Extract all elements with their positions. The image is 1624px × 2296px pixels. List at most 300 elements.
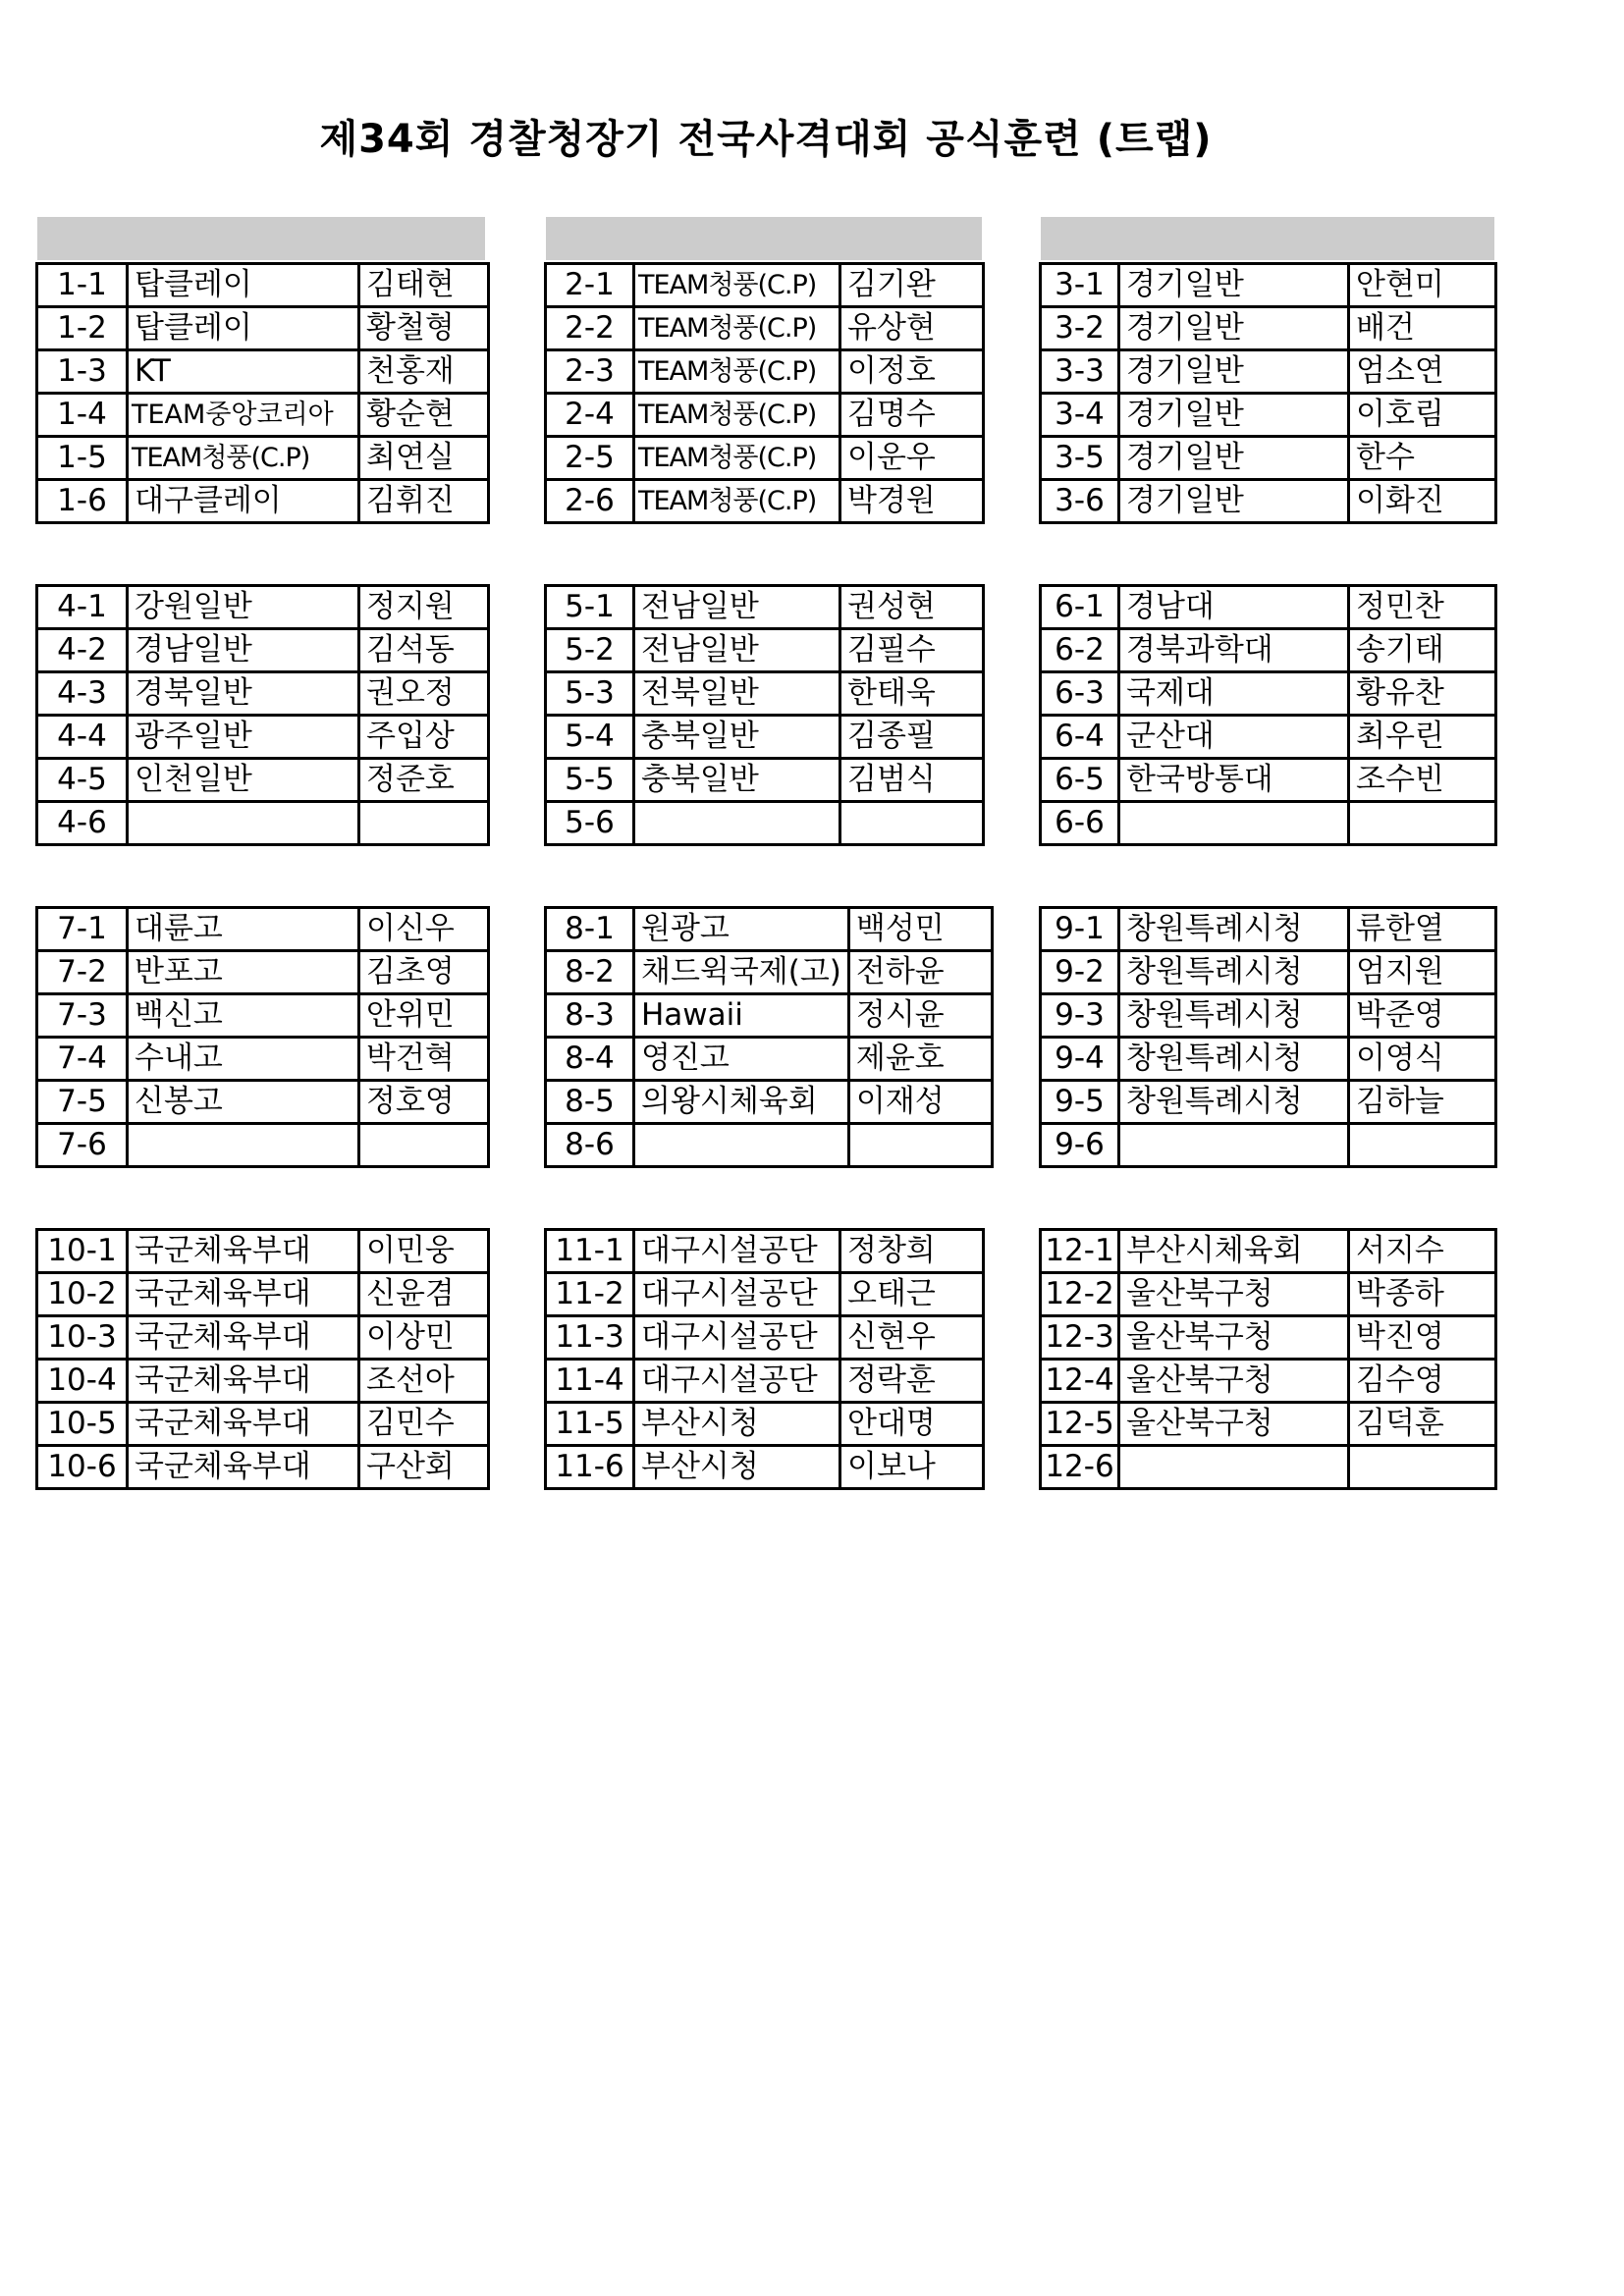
team-name: 원광고 [634, 908, 849, 951]
team-name: 울산북구청 [1119, 1360, 1349, 1403]
shooter-name: 안현미 [1349, 264, 1496, 307]
slot-number: 12-3 [1041, 1316, 1119, 1360]
team-name [1119, 1124, 1349, 1167]
team-name: 부산시청 [634, 1403, 840, 1446]
team-name: 부산시체육회 [1119, 1230, 1349, 1273]
table-row [37, 437, 489, 480]
slot-number: 2-6 [546, 480, 634, 523]
shooter-name [359, 1124, 489, 1167]
slot-number: 3-5 [1041, 437, 1119, 480]
table-row [37, 951, 489, 994]
team-name: 백신고 [128, 994, 359, 1038]
squad-group-9 [1039, 906, 1497, 1168]
team-name: 창원특례시청 [1119, 1038, 1349, 1081]
team-name: 전북일반 [634, 672, 840, 716]
slot-number: 4-5 [37, 759, 128, 802]
shooter-name: 유상현 [840, 307, 984, 350]
team-name: 탑클레이 [128, 307, 359, 350]
slot-number: 2-5 [546, 437, 634, 480]
slot-number: 5-6 [546, 802, 634, 845]
team-name: 영진고 [634, 1038, 849, 1081]
shooter-name: 김태현 [359, 264, 489, 307]
table-row [546, 307, 984, 350]
column-header-bar-3 [1041, 217, 1494, 260]
team-name: 대륜고 [128, 908, 359, 951]
shooter-name [848, 1124, 992, 1167]
table-row [37, 264, 489, 307]
shooter-name: 김휘진 [359, 480, 489, 523]
shooter-name: 이신우 [359, 908, 489, 951]
shooter-name: 김종필 [840, 716, 984, 759]
shooter-name: 이재성 [848, 1081, 992, 1124]
team-name: TEAM청풍(C.P) [634, 264, 840, 307]
shooter-name: 엄소연 [1349, 350, 1496, 394]
slot-number: 11-4 [546, 1360, 634, 1403]
slot-number: 4-2 [37, 629, 128, 672]
table-row [37, 716, 489, 759]
slot-number: 1-5 [37, 437, 128, 480]
team-name: 탑클레이 [128, 264, 359, 307]
table-row [1041, 394, 1496, 437]
shooter-name: 최연실 [359, 437, 489, 480]
team-name: 대구시설공단 [634, 1230, 840, 1273]
team-name: 대구시설공단 [634, 1273, 840, 1316]
shooter-name: 김명수 [840, 394, 984, 437]
team-name: 강원일반 [128, 586, 359, 629]
table-row [1041, 994, 1496, 1038]
squad-group-1 [35, 262, 490, 524]
table-row [1041, 629, 1496, 672]
team-name: 군산대 [1119, 716, 1349, 759]
table-row [546, 759, 984, 802]
shooter-name: 제윤호 [848, 1038, 992, 1081]
shooter-name: 류한열 [1349, 908, 1496, 951]
team-name: TEAM청풍(C.P) [634, 437, 840, 480]
shooter-name: 김덕훈 [1349, 1403, 1496, 1446]
team-name: 울산북구청 [1119, 1403, 1349, 1446]
shooter-name: 김범식 [840, 759, 984, 802]
team-name: 전남일반 [634, 629, 840, 672]
shooter-name: 조수빈 [1349, 759, 1496, 802]
shooter-name: 한수 [1349, 437, 1496, 480]
slot-number: 2-2 [546, 307, 634, 350]
table-row [37, 586, 489, 629]
shooter-name [359, 802, 489, 845]
slot-number: 10-2 [37, 1273, 128, 1316]
table-row [1041, 1038, 1496, 1081]
table-row [546, 1446, 984, 1489]
slot-number: 6-5 [1041, 759, 1119, 802]
team-name: 경남대 [1119, 586, 1349, 629]
team-name: 경북일반 [128, 672, 359, 716]
team-name: 국군체육부대 [128, 1446, 359, 1489]
shooter-name [1349, 1446, 1496, 1489]
team-name: 경기일반 [1119, 437, 1349, 480]
slot-number: 10-5 [37, 1403, 128, 1446]
squad-group-6 [1039, 584, 1497, 846]
table-row [546, 264, 984, 307]
slot-number: 9-2 [1041, 951, 1119, 994]
slot-number: 3-3 [1041, 350, 1119, 394]
team-name: 국군체육부대 [128, 1360, 359, 1403]
table-row [1041, 1081, 1496, 1124]
team-name: 수내고 [128, 1038, 359, 1081]
team-name: 경기일반 [1119, 480, 1349, 523]
slot-number: 12-2 [1041, 1273, 1119, 1316]
team-name: 한국방통대 [1119, 759, 1349, 802]
team-name: 국군체육부대 [128, 1403, 359, 1446]
table-row [546, 1038, 993, 1081]
slot-number: 8-1 [546, 908, 634, 951]
shooter-name: 황순현 [359, 394, 489, 437]
squad-group-12 [1039, 1228, 1497, 1490]
table-row [546, 1273, 984, 1316]
slot-number: 9-1 [1041, 908, 1119, 951]
table-row [1041, 480, 1496, 523]
shooter-name: 박준영 [1349, 994, 1496, 1038]
slot-number: 8-6 [546, 1124, 634, 1167]
shooter-name: 권오정 [359, 672, 489, 716]
shooter-name: 신윤겸 [359, 1273, 489, 1316]
team-name: 전남일반 [634, 586, 840, 629]
shooter-name: 구산회 [359, 1446, 489, 1489]
team-name: 충북일반 [634, 759, 840, 802]
table-row [37, 1038, 489, 1081]
slot-number: 4-1 [37, 586, 128, 629]
table-row [37, 908, 489, 951]
slot-number: 2-1 [546, 264, 634, 307]
team-name: 의왕시체육회 [634, 1081, 849, 1124]
table-row [37, 307, 489, 350]
team-name [634, 802, 840, 845]
shooter-name: 정창희 [840, 1230, 984, 1273]
shooter-name: 이민웅 [359, 1230, 489, 1273]
squad-group-4 [35, 584, 490, 846]
slot-number: 11-6 [546, 1446, 634, 1489]
table-row [37, 350, 489, 394]
squad-group-7 [35, 906, 490, 1168]
table-row [546, 1360, 984, 1403]
shooter-name: 송기태 [1349, 629, 1496, 672]
slot-number: 9-5 [1041, 1081, 1119, 1124]
slot-number: 12-1 [1041, 1230, 1119, 1273]
slot-number: 10-3 [37, 1316, 128, 1360]
team-name: 충북일반 [634, 716, 840, 759]
team-name: 대구클레이 [128, 480, 359, 523]
slot-number: 5-4 [546, 716, 634, 759]
team-name [634, 1124, 849, 1167]
shooter-name: 조선아 [359, 1360, 489, 1403]
slot-number: 6-4 [1041, 716, 1119, 759]
shooter-name: 박경원 [840, 480, 984, 523]
shooter-name: 최우린 [1349, 716, 1496, 759]
table-row [37, 1446, 489, 1489]
shooter-name: 배건 [1349, 307, 1496, 350]
slot-number: 8-4 [546, 1038, 634, 1081]
shooter-name: 정시윤 [848, 994, 992, 1038]
team-name: KT [128, 350, 359, 394]
table-row [1041, 908, 1496, 951]
slot-number: 7-3 [37, 994, 128, 1038]
slot-number: 7-2 [37, 951, 128, 994]
team-name: 부산시청 [634, 1446, 840, 1489]
slot-number: 3-2 [1041, 307, 1119, 350]
shooter-name: 천홍재 [359, 350, 489, 394]
table-row [37, 802, 489, 845]
table-row [546, 1316, 984, 1360]
table-row [1041, 672, 1496, 716]
shooter-name: 안위민 [359, 994, 489, 1038]
shooter-name: 황철형 [359, 307, 489, 350]
team-name: 국군체육부대 [128, 1273, 359, 1316]
team-name: 반포고 [128, 951, 359, 994]
table-row [37, 1273, 489, 1316]
team-name [128, 802, 359, 845]
squad-group-11 [544, 1228, 985, 1490]
slot-number: 6-3 [1041, 672, 1119, 716]
slot-number: 1-4 [37, 394, 128, 437]
team-name [128, 1124, 359, 1167]
slot-number: 3-1 [1041, 264, 1119, 307]
slot-number: 9-6 [1041, 1124, 1119, 1167]
slot-number: 10-1 [37, 1230, 128, 1273]
table-row [546, 716, 984, 759]
table-row [1041, 437, 1496, 480]
slot-number: 7-1 [37, 908, 128, 951]
slot-number: 5-5 [546, 759, 634, 802]
table-row [1041, 716, 1496, 759]
team-name: 창원특례시청 [1119, 951, 1349, 994]
shooter-name: 엄지원 [1349, 951, 1496, 994]
slot-number: 5-2 [546, 629, 634, 672]
shooter-name: 김필수 [840, 629, 984, 672]
team-name: TEAM청풍(C.P) [128, 437, 359, 480]
shooter-name: 오태근 [840, 1273, 984, 1316]
squad-group-10 [35, 1228, 490, 1490]
table-row [546, 802, 984, 845]
team-name: TEAM청풍(C.P) [634, 307, 840, 350]
team-name: 국군체육부대 [128, 1316, 359, 1360]
shooter-name: 박종하 [1349, 1273, 1496, 1316]
table-row [1041, 759, 1496, 802]
table-row [37, 1316, 489, 1360]
shooter-name: 정민찬 [1349, 586, 1496, 629]
page-title: 제34회 경찰청장기 전국사격대회 공식훈련 (트랩) [319, 117, 1213, 162]
slot-number: 6-1 [1041, 586, 1119, 629]
table-row [546, 437, 984, 480]
table-row [1041, 264, 1496, 307]
slot-number: 12-6 [1041, 1446, 1119, 1489]
table-row [546, 629, 984, 672]
slot-number: 1-6 [37, 480, 128, 523]
shooter-name: 김초영 [359, 951, 489, 994]
table-row [37, 1230, 489, 1273]
slot-number: 2-3 [546, 350, 634, 394]
table-row [546, 672, 984, 716]
slot-number: 9-4 [1041, 1038, 1119, 1081]
team-name: 창원특례시청 [1119, 908, 1349, 951]
shooter-name: 정준호 [359, 759, 489, 802]
shooter-name: 김하늘 [1349, 1081, 1496, 1124]
team-name: 창원특례시청 [1119, 994, 1349, 1038]
shooter-name: 서지수 [1349, 1230, 1496, 1273]
table-row [37, 994, 489, 1038]
shooter-name: 이호림 [1349, 394, 1496, 437]
team-name: 경기일반 [1119, 264, 1349, 307]
table-row [1041, 350, 1496, 394]
squad-group-2 [544, 262, 985, 524]
table-row [37, 1360, 489, 1403]
shooter-name: 박건혁 [359, 1038, 489, 1081]
shooter-name: 박진영 [1349, 1316, 1496, 1360]
slot-number: 4-4 [37, 716, 128, 759]
slot-number: 10-4 [37, 1360, 128, 1403]
table-row [1041, 1124, 1496, 1167]
table-row [1041, 1230, 1496, 1273]
slot-number: 4-3 [37, 672, 128, 716]
team-name: 울산북구청 [1119, 1273, 1349, 1316]
team-name: 대구시설공단 [634, 1360, 840, 1403]
table-row [546, 480, 984, 523]
table-row [37, 1403, 489, 1446]
slot-number: 10-6 [37, 1446, 128, 1489]
slot-number: 1-1 [37, 264, 128, 307]
slot-number: 4-6 [37, 802, 128, 845]
table-row [1041, 1316, 1496, 1360]
table-row [546, 994, 993, 1038]
team-name: 창원특례시청 [1119, 1081, 1349, 1124]
team-name: 채드윅국제(고) [634, 951, 849, 994]
shooter-name: 김민수 [359, 1403, 489, 1446]
table-row [37, 1124, 489, 1167]
table-row [1041, 1403, 1496, 1446]
team-name: 경북과학대 [1119, 629, 1349, 672]
table-row [37, 480, 489, 523]
team-name: Hawaii [634, 994, 849, 1038]
table-row [37, 394, 489, 437]
team-name: 신봉고 [128, 1081, 359, 1124]
team-name: 울산북구청 [1119, 1316, 1349, 1360]
shooter-name: 신현우 [840, 1316, 984, 1360]
shooter-name: 이화진 [1349, 480, 1496, 523]
slot-number: 8-3 [546, 994, 634, 1038]
shooter-name: 정지원 [359, 586, 489, 629]
team-name: 광주일반 [128, 716, 359, 759]
slot-number: 3-4 [1041, 394, 1119, 437]
table-row [1041, 1446, 1496, 1489]
team-name [1119, 1446, 1349, 1489]
shooter-name: 정호영 [359, 1081, 489, 1124]
table-row [1041, 1360, 1496, 1403]
shooter-name: 김석동 [359, 629, 489, 672]
slot-number: 3-6 [1041, 480, 1119, 523]
shooter-name: 주입상 [359, 716, 489, 759]
slot-number: 5-3 [546, 672, 634, 716]
shooter-name: 황유찬 [1349, 672, 1496, 716]
slot-number: 9-3 [1041, 994, 1119, 1038]
slot-number: 11-2 [546, 1273, 634, 1316]
shooter-name [1349, 1124, 1496, 1167]
squad-group-8 [544, 906, 994, 1168]
table-row [546, 908, 993, 951]
table-row [546, 1124, 993, 1167]
table-row [1041, 307, 1496, 350]
table-row [37, 672, 489, 716]
team-name: TEAM청풍(C.P) [634, 350, 840, 394]
shooter-name [1349, 802, 1496, 845]
slot-number: 1-2 [37, 307, 128, 350]
slot-number: 12-5 [1041, 1403, 1119, 1446]
table-row [546, 1403, 984, 1446]
shooter-name: 이정호 [840, 350, 984, 394]
shooter-name: 이운우 [840, 437, 984, 480]
shooter-name: 김기완 [840, 264, 984, 307]
team-name [1119, 802, 1349, 845]
shooter-name: 백성민 [848, 908, 992, 951]
table-row [546, 1081, 993, 1124]
slot-number: 6-2 [1041, 629, 1119, 672]
shooter-name: 이보나 [840, 1446, 984, 1489]
column-header-bar-2 [546, 217, 982, 260]
shooter-name: 이상민 [359, 1316, 489, 1360]
team-name: 대구시설공단 [634, 1316, 840, 1360]
shooter-name: 김수영 [1349, 1360, 1496, 1403]
shooter-name [840, 802, 984, 845]
team-name: TEAM청풍(C.P) [634, 480, 840, 523]
table-row [1041, 1273, 1496, 1316]
slot-number: 1-3 [37, 350, 128, 394]
table-row [1041, 951, 1496, 994]
team-name: 인천일반 [128, 759, 359, 802]
slot-number: 7-4 [37, 1038, 128, 1081]
shooter-name: 이영식 [1349, 1038, 1496, 1081]
shooter-name: 전하윤 [848, 951, 992, 994]
team-name: 국군체육부대 [128, 1230, 359, 1273]
squad-group-5 [544, 584, 985, 846]
slot-number: 7-6 [37, 1124, 128, 1167]
team-name: 경기일반 [1119, 350, 1349, 394]
table-row [546, 1230, 984, 1273]
shooter-name: 한태욱 [840, 672, 984, 716]
table-row [546, 394, 984, 437]
table-row [1041, 802, 1496, 845]
team-name: 경기일반 [1119, 307, 1349, 350]
shooter-name: 안대명 [840, 1403, 984, 1446]
table-row [1041, 586, 1496, 629]
slot-number: 2-4 [546, 394, 634, 437]
slot-number: 7-5 [37, 1081, 128, 1124]
table-row [37, 759, 489, 802]
team-name: 국제대 [1119, 672, 1349, 716]
slot-number: 11-5 [546, 1403, 634, 1446]
slot-number: 6-6 [1041, 802, 1119, 845]
slot-number: 12-4 [1041, 1360, 1119, 1403]
slot-number: 8-2 [546, 951, 634, 994]
team-name: 경기일반 [1119, 394, 1349, 437]
team-name: TEAM중앙코리아 [128, 394, 359, 437]
column-header-bar-1 [37, 217, 485, 260]
table-row [546, 951, 993, 994]
team-name: 경남일반 [128, 629, 359, 672]
slot-number: 11-1 [546, 1230, 634, 1273]
slot-number: 11-3 [546, 1316, 634, 1360]
squad-group-3 [1039, 262, 1497, 524]
shooter-name: 권성현 [840, 586, 984, 629]
table-row [546, 350, 984, 394]
team-name: TEAM청풍(C.P) [634, 394, 840, 437]
shooter-name: 정락훈 [840, 1360, 984, 1403]
table-row [37, 629, 489, 672]
